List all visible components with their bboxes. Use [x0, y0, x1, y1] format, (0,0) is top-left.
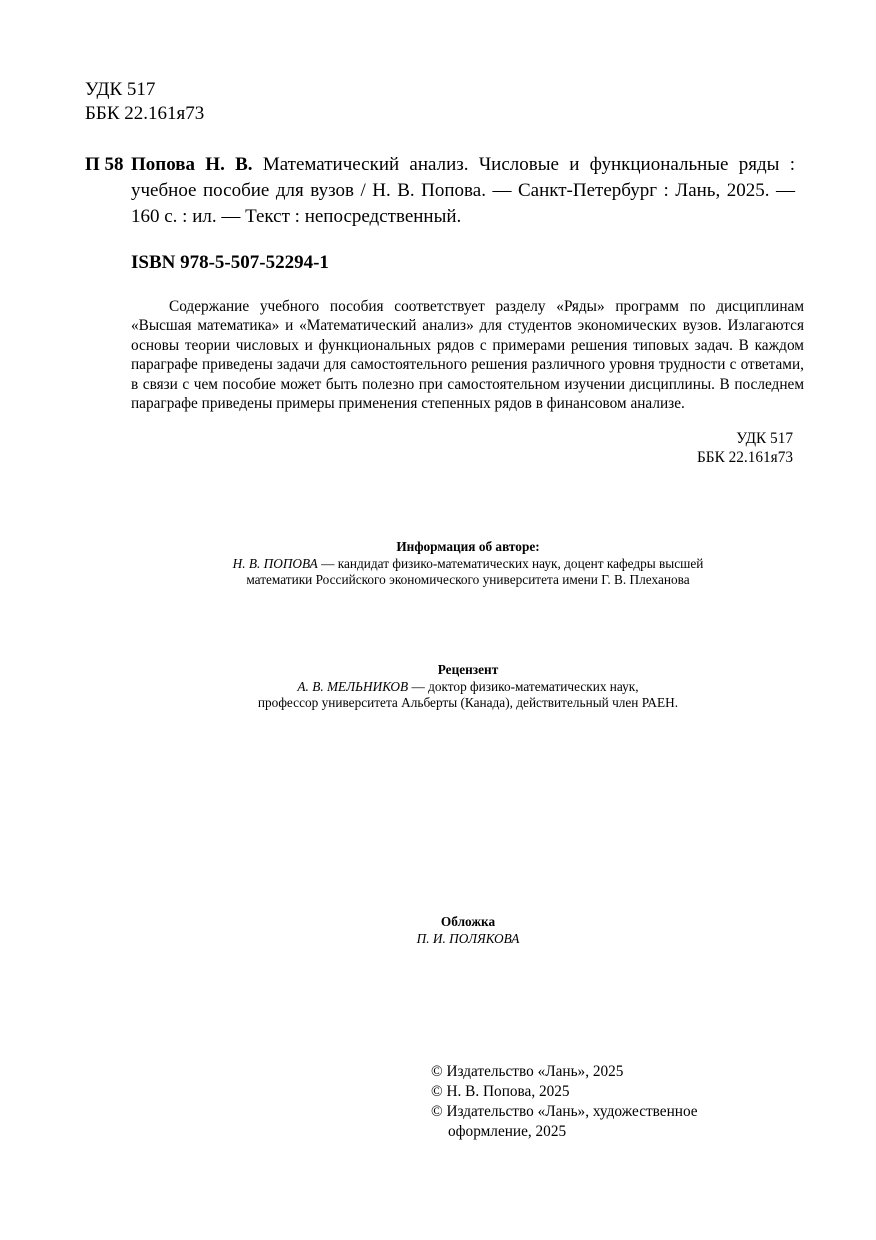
copyright-line-design: © Издательство «Лань», художественное [431, 1103, 698, 1120]
reviewer-line1 [160, 679, 776, 696]
header-classification-codes [85, 78, 204, 126]
isbn: ISBN 978-5-507-52294-1 [131, 252, 329, 273]
annotation-bbk: ББК 22.161я73 [697, 449, 793, 467]
author-name: Попова Н. В. [131, 154, 253, 175]
annotation-classification-codes [697, 429, 793, 468]
reviewer-heading: Рецензент [437, 662, 499, 677]
copyright-line-author: © Н. В. Попова, 2025 [431, 1083, 570, 1100]
author-info [160, 539, 776, 589]
reviewer-line2: профессор университета Альберты (Канада), действительный член РАЕН. [257, 695, 679, 710]
cover-designer-info [160, 914, 776, 947]
bibliographic-record [85, 152, 795, 230]
author-info-line2: математики Российского экономического университета имени Г. В. Плеханова [246, 572, 690, 587]
author-mark: П 58 [85, 154, 124, 175]
copyright-line-design-cont: оформление, 2025 [448, 1123, 567, 1140]
annotation-udk: УДК 517 [736, 430, 793, 447]
udk-code: УДК 517 [85, 79, 156, 100]
reviewer-info [160, 662, 776, 712]
author-info-heading: Информация об авторе: [396, 539, 540, 554]
copyright-line-publisher: © Издательство «Лань», 2025 [431, 1063, 624, 1080]
bibliographic-text: Математический анализ. Числовые и функциональные ряды : учебное пособие для вузов / Н. В. Попова. — Санкт-Петербург : Лань, 2025. — 160 с. : ил. — Текст : непосредственный. [131, 154, 795, 227]
annotation-text: Содержание учебного пособия соответствует разделу «Ряды» программ по дисциплинам «Высшая математика» и «Математический анализ» для студентов экономических вузов. Излагаются основы теории числовых и функциональных рядов с примерами решения типовых задач. В каждом параграфе приведены задачи для самостоятельного решения различного уровня трудности с ответами, в связи с чем пособие может быть полезно при самостоятельном изучении дисциплины. В последнем параграфе приведены примеры применения степенных рядов в финансовом анализе. [131, 298, 804, 413]
author-info-name: Н. В. ПОПОВА [232, 555, 318, 571]
cover-designer-name: П. И. ПОЛЯКОВА [416, 930, 520, 946]
bibliographic-description [131, 152, 795, 230]
bbk-code: ББК 22.161я73 [85, 103, 205, 124]
author-info-line1-rest: — кандидат физико-математических наук, доцент кафедры высшей [317, 555, 704, 571]
reviewer-line1-rest: — доктор физико-математических наук, [408, 678, 639, 694]
copyright-block [431, 1062, 698, 1142]
cover-heading: Обложка [440, 914, 496, 929]
reviewer-name: А. В. МЕЛЬНИКОВ [297, 678, 409, 694]
author-info-line1 [160, 556, 776, 573]
